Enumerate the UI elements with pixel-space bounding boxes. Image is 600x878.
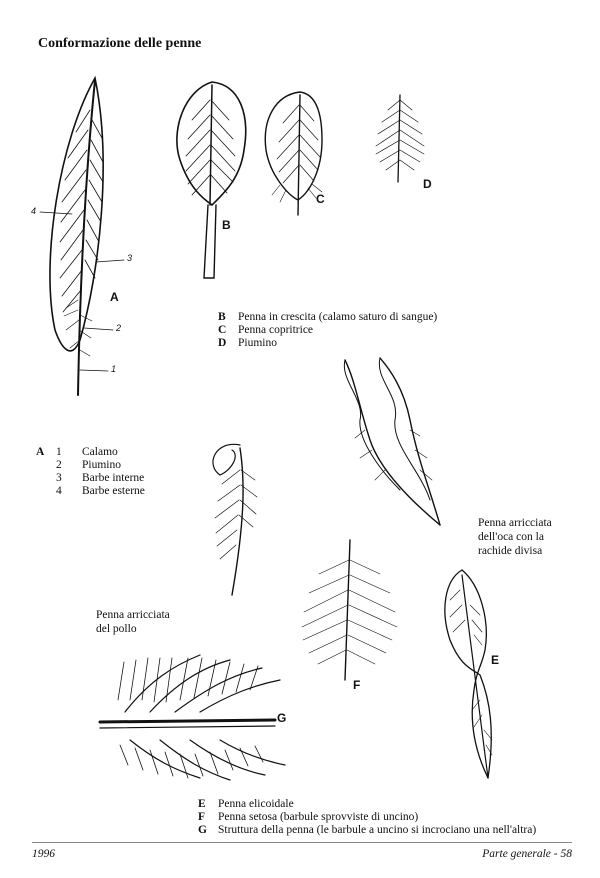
legend-text: Piumino bbox=[82, 459, 121, 471]
legend-key: B bbox=[218, 311, 226, 323]
caption-line: rachide divisa bbox=[478, 545, 543, 557]
callout-2: 2 bbox=[116, 323, 122, 333]
legend-row bbox=[198, 824, 536, 837]
legend-row bbox=[218, 311, 437, 324]
legend-num: 3 bbox=[56, 472, 62, 484]
marker-b: B bbox=[222, 218, 231, 232]
marker-d: D bbox=[423, 177, 432, 191]
legend-key: C bbox=[218, 324, 227, 336]
legend-num: 2 bbox=[56, 459, 62, 471]
caption-chicken bbox=[96, 608, 170, 636]
marker-g: G bbox=[277, 711, 287, 725]
caption-line: del pollo bbox=[96, 623, 137, 635]
feather-b-drawing bbox=[177, 82, 246, 278]
marker-a: A bbox=[110, 290, 119, 304]
legend-text: Calamo bbox=[82, 446, 118, 458]
footer-divider bbox=[32, 842, 572, 843]
legend-text: Barbe esterne bbox=[82, 485, 145, 497]
legend-text: Penna setosa (barbule sprovviste di uncino) bbox=[218, 811, 419, 823]
goose-feather-drawing bbox=[344, 358, 440, 525]
feather-a-drawing bbox=[50, 78, 103, 395]
feather-g-drawing bbox=[100, 655, 285, 780]
legend-text: Piumino bbox=[238, 337, 277, 349]
caption-line: Penna arricciata bbox=[478, 517, 552, 529]
legend-row bbox=[198, 798, 536, 811]
marker-c: C bbox=[316, 192, 325, 206]
page-title: Conformazione delle penne bbox=[38, 36, 202, 51]
legend-bcd bbox=[218, 311, 437, 350]
legend-row bbox=[36, 459, 145, 472]
legend-a bbox=[36, 446, 145, 498]
caption-goose bbox=[478, 516, 552, 558]
callout-3: 3 bbox=[127, 253, 133, 263]
footer-year: 1996 bbox=[32, 848, 55, 860]
caption-line: dell'oca con la bbox=[478, 531, 544, 543]
feather-d-drawing bbox=[376, 95, 424, 182]
legend-row bbox=[218, 337, 437, 350]
legend-row bbox=[36, 485, 145, 498]
legend-num: 1 bbox=[56, 446, 62, 458]
legend-key: F bbox=[198, 811, 206, 823]
legend-key: A bbox=[36, 446, 45, 458]
legend-text: Penna elicoidale bbox=[218, 798, 294, 810]
legend-num: 4 bbox=[56, 485, 62, 497]
legend-text: Penna copritrice bbox=[238, 324, 314, 336]
marker-e: E bbox=[491, 653, 500, 667]
legend-row bbox=[218, 324, 437, 337]
legend-text: Penna in crescita (calamo saturo di sangue) bbox=[238, 311, 438, 323]
feather-c-drawing bbox=[265, 92, 322, 215]
legend-key: G bbox=[198, 824, 207, 836]
footer-page: Parte generale - 58 bbox=[482, 848, 572, 860]
legend-key: D bbox=[218, 337, 227, 349]
marker-f: F bbox=[353, 678, 361, 692]
legend-row bbox=[36, 472, 145, 485]
caption-line: Penna arricciata bbox=[96, 609, 170, 621]
feather-e-drawing bbox=[445, 570, 492, 778]
chicken-feather-drawing bbox=[213, 444, 257, 595]
legend-efg bbox=[198, 798, 536, 837]
legend-row bbox=[36, 446, 145, 459]
legend-text: Barbe interne bbox=[82, 472, 145, 484]
legend-row bbox=[198, 811, 536, 824]
legend-text: Struttura della penna (le barbule a uncino si incrociano una nell'altra) bbox=[218, 824, 537, 836]
callout-4: 4 bbox=[31, 206, 37, 216]
callout-1: 1 bbox=[111, 364, 117, 374]
feather-f-drawing bbox=[302, 540, 397, 680]
legend-key: E bbox=[198, 798, 206, 810]
